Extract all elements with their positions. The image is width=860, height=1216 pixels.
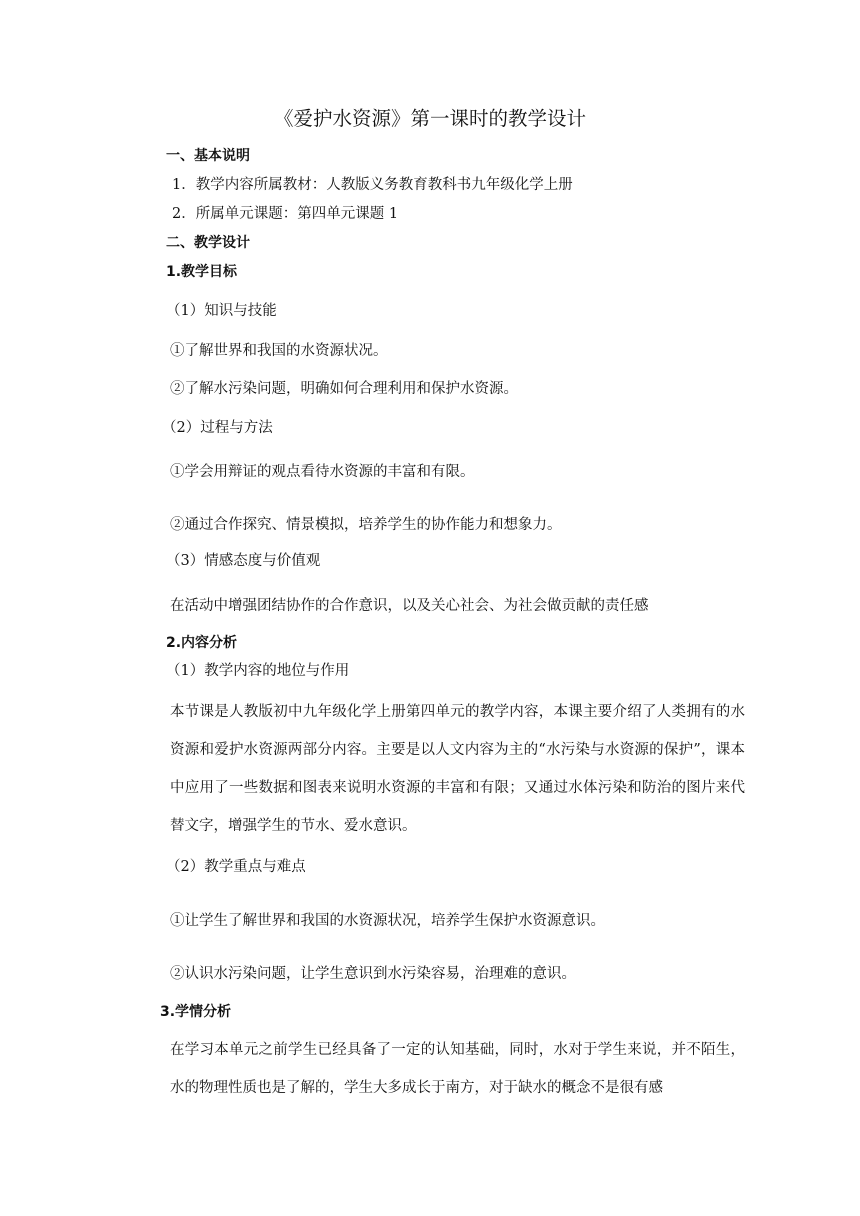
content-heading: 2.内容分析 xyxy=(166,635,238,651)
goal-knowledge-item: ①了解世界和我国的水资源状况。 xyxy=(170,343,388,359)
document-title: 《爱护水资源》第一课时的教学设计 xyxy=(273,107,586,130)
goal-process-heading: （2）过程与方法 xyxy=(162,420,273,436)
content-key-item: ②认识水污染问题，让学生意识到水污染容易，治理难的意识。 xyxy=(170,966,576,982)
basic-item-textbook: 1．教学内容所属教材：人教版义务教育教科书九年级化学上册 xyxy=(172,177,573,193)
goal-process-item: ②通过合作探究、情景模拟，培养学生的协作能力和想象力。 xyxy=(170,517,562,533)
content-role-paragraph: 本节课是人教版初中九年级化学上册第四单元的教学内容，本课主要介绍了人类拥有的水资源和爱护水资源两部分内容。主要是以人文内容为主的“水污染与水资源的保护”，课本中应用了一些数据和图表来说明水资源的丰富和有限；又通过水体污染和防治的图片来代替文字，增强学生的节水、爱水意识。 xyxy=(170,704,745,834)
learner-paragraph: 在学习本单元之前学生已经具备了一定的认知基础，同时，水对于学生来说，并不陌生，水的物理性质也是了解的，学生大多成长于南方，对于缺水的概念不是很有感 xyxy=(170,1042,745,1096)
goal-knowledge-item: ②了解水污染问题，明确如何合理利用和保护水资源。 xyxy=(170,381,518,397)
goal-knowledge-heading: （1）知识与技能 xyxy=(166,303,277,319)
content-key-item: ①让学生了解世界和我国的水资源状况，培养学生保护水资源意识。 xyxy=(170,913,605,929)
section-design-heading: 二、教学设计 xyxy=(166,235,250,251)
goal-heading: 1.教学目标 xyxy=(166,264,238,280)
goal-emotion-item: 在活动中增强团结协作的合作意识，以及关心社会、为社会做贡献的责任感 xyxy=(170,598,649,614)
learner-heading: 3.学情分析 xyxy=(160,1004,232,1020)
content-key-heading: （2）教学重点与难点 xyxy=(166,859,306,875)
goal-process-item: ①学会用辩证的观点看待水资源的丰富和有限。 xyxy=(170,464,475,480)
goal-emotion-heading: （3）情感态度与价值观 xyxy=(166,553,321,569)
section-basic-heading: 一、基本说明 xyxy=(166,148,250,164)
basic-item-unit: 2．所属单元课题：第四单元课题 1 xyxy=(172,206,399,222)
content-role-heading: （1）教学内容的地位与作用 xyxy=(166,663,350,679)
